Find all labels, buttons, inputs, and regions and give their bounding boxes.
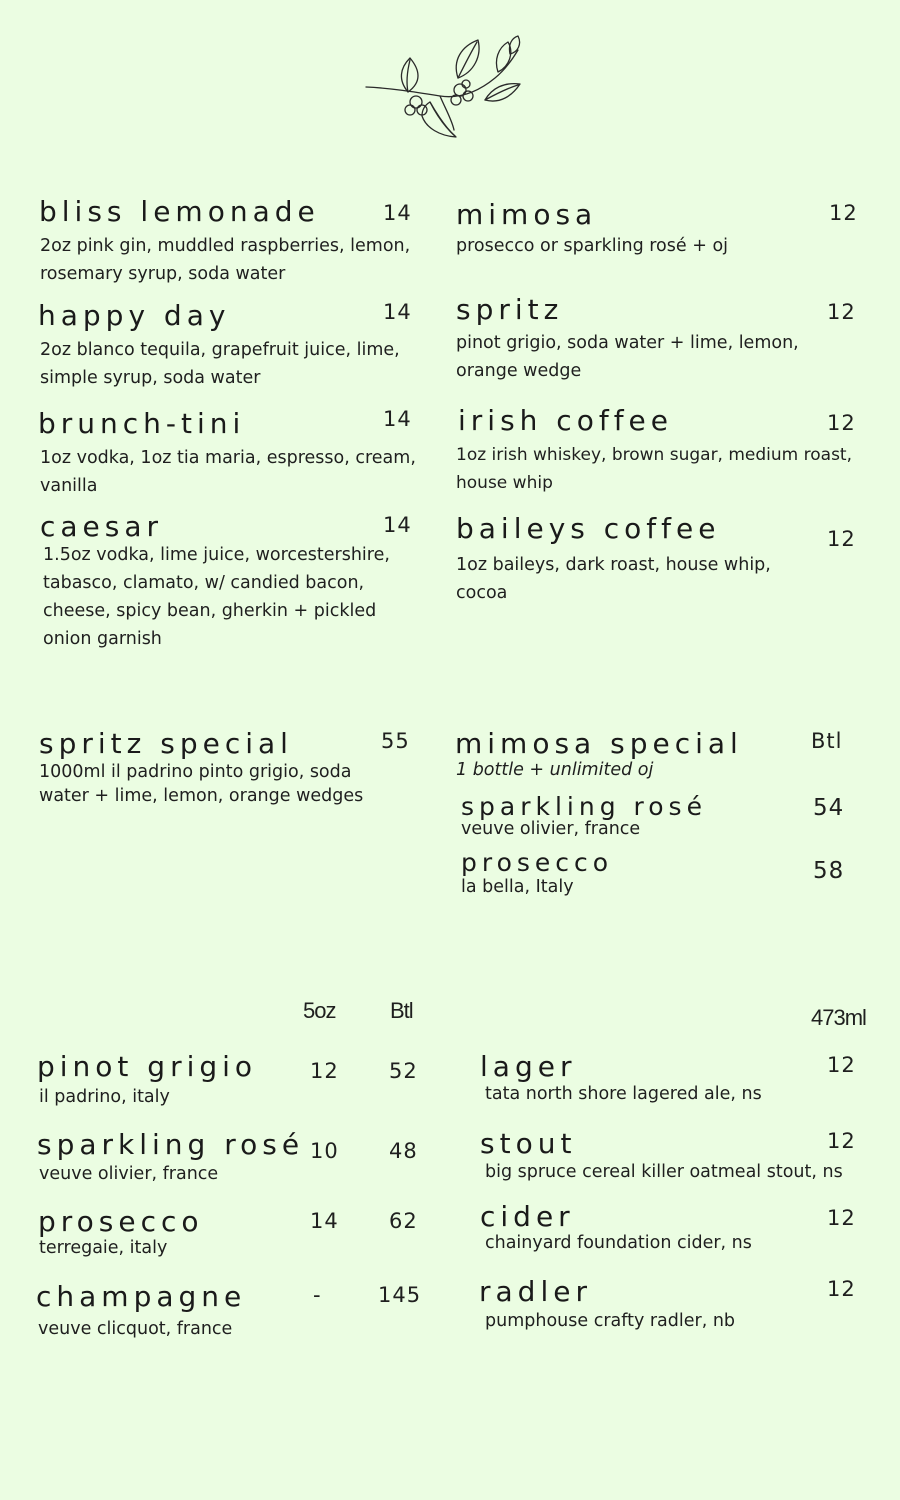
item-note: 1 bottle + unlimited oj xyxy=(456,760,654,780)
item-name: caesar xyxy=(40,510,164,543)
item-description: 2oz blanco tequila, grapefruit juice, lime, simple syrup, soda water xyxy=(40,340,400,388)
option-subtitle: veuve olivier, france xyxy=(461,819,641,839)
wine-glass-price: 14 xyxy=(310,1209,339,1233)
wine-bottle-price: 52 xyxy=(389,1059,418,1083)
beer-subtitle: big spruce cereal killer oatmeal stout, ns xyxy=(485,1162,843,1182)
item-description: prosecco or sparkling rosé + oj xyxy=(456,236,729,256)
wine-name: prosecco xyxy=(38,1205,204,1238)
item-description: 1oz baileys, dark roast, house whip, cocoa xyxy=(456,555,771,603)
option-price: 58 xyxy=(813,858,845,884)
beer-price: 12 xyxy=(827,1053,856,1077)
wine-glass-price: 10 xyxy=(310,1139,339,1163)
item-name: irish coffee xyxy=(458,404,673,437)
beer-name: cider xyxy=(480,1200,575,1233)
wine-glass-price: - xyxy=(313,1283,322,1307)
option-name: prosecco xyxy=(461,848,614,877)
wine-bottle-price: 145 xyxy=(378,1283,422,1307)
wine-name: champagne xyxy=(36,1280,247,1313)
coffee-branch-icon xyxy=(360,30,530,145)
wine-name: sparkling rosé xyxy=(37,1128,305,1161)
beer-name: radler xyxy=(479,1275,592,1308)
item-price: 14 xyxy=(383,300,412,324)
item-name: spritz xyxy=(456,293,564,326)
bottle-header: Btl xyxy=(811,729,843,753)
item-description: 1.5oz vodka, lime juice, worcestershire, tabasco, clamato, w/ candied bacon, cheese, spicy bean, gherkin + pickled onion garnish xyxy=(43,545,390,649)
size-column-header: 473ml xyxy=(811,1005,866,1030)
bottle-column-header: Btl xyxy=(390,998,413,1023)
item-description: 1oz irish whiskey, brown sugar, medium roast, house whip xyxy=(456,445,852,493)
wine-bottle-price: 62 xyxy=(389,1209,418,1233)
item-description: 1oz vodka, 1oz tia maria, espresso, cream, vanilla xyxy=(40,448,416,496)
wine-subtitle: veuve clicquot, france xyxy=(38,1319,233,1339)
item-name: baileys coffee xyxy=(456,512,721,545)
beer-price: 12 xyxy=(827,1206,856,1230)
wine-subtitle: terregaie, italy xyxy=(39,1238,168,1258)
glass-column-header: 5oz xyxy=(303,998,336,1023)
beer-price: 12 xyxy=(827,1129,856,1153)
option-name: sparkling rosé xyxy=(461,792,707,821)
item-name: happy day xyxy=(38,299,231,332)
item-price: 12 xyxy=(827,411,856,435)
wine-glass-price: 12 xyxy=(310,1059,339,1083)
wine-subtitle: veuve olivier, france xyxy=(39,1164,219,1184)
beer-subtitle: chainyard foundation cider, ns xyxy=(485,1233,752,1253)
item-description: 2oz pink gin, muddled raspberries, lemon, rosemary syrup, soda water xyxy=(40,236,411,284)
item-price: 55 xyxy=(381,729,410,753)
item-price: 12 xyxy=(829,201,858,225)
item-description: pinot grigio, soda water + lime, lemon, orange wedge xyxy=(456,333,799,381)
item-price: 12 xyxy=(827,300,856,324)
beer-subtitle: tata north shore lagered ale, ns xyxy=(485,1084,762,1104)
wine-bottle-price: 48 xyxy=(389,1139,418,1163)
item-description: 1000ml il padrino pinto grigio, soda water + lime, lemon, orange wedges xyxy=(39,762,364,806)
wine-name: pinot grigio xyxy=(37,1050,258,1083)
option-subtitle: la bella, Italy xyxy=(461,877,574,897)
beer-name: lager xyxy=(480,1050,577,1083)
item-price: 14 xyxy=(383,513,412,537)
item-price: 12 xyxy=(827,527,856,551)
beer-price: 12 xyxy=(827,1277,856,1301)
item-price: 14 xyxy=(383,407,412,431)
wine-subtitle: il padrino, italy xyxy=(39,1087,170,1107)
item-name: bliss lemonade xyxy=(39,195,320,228)
item-name: mimosa xyxy=(456,198,598,231)
item-price: 14 xyxy=(383,201,412,225)
item-name: brunch-tini xyxy=(38,407,246,440)
item-name: spritz special xyxy=(39,727,293,760)
item-name: mimosa special xyxy=(455,727,743,760)
beer-subtitle: pumphouse crafty radler, nb xyxy=(485,1311,736,1331)
beer-name: stout xyxy=(480,1127,577,1160)
option-price: 54 xyxy=(813,795,845,821)
